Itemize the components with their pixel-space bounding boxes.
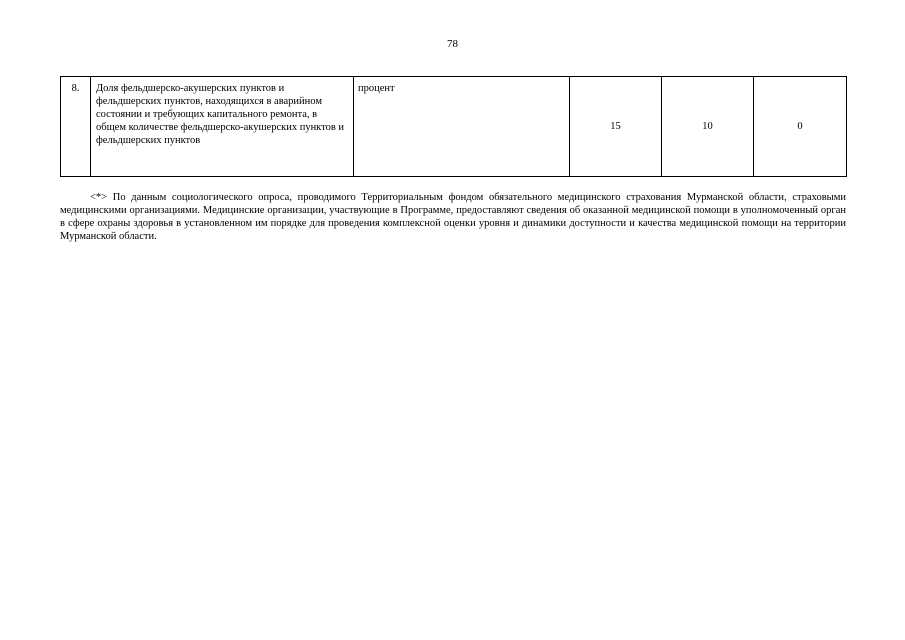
value-cell: 15 [570,77,662,177]
unit-of-measure: процент [354,77,570,177]
indicators-table [60,76,847,177]
footnote: <*> По данным социологического опроса, проводимого Территориальным фондом обязательного медицинского страхования Мурманской области, страховыми медицинскими организациями. Медицинские организации, участвующие в Программе, предоставляют сведения об оказанной медицинской помощи в уполномоченный орган в сфере охраны здоровья в установленном им порядке для проведения комплексной оценки уровня и динамики доступности и качества медицинской помощи на территории Мурманской области. [60,192,846,242]
value-cell: 0 [754,77,847,177]
value-cell: 10 [662,77,754,177]
table-row [61,77,847,177]
row-number: 8. [61,77,91,177]
indicator-name: Доля фельдшерско-акушерских пунктов и фельдшерских пунктов, находящихся в аварийном состоянии и требующих капитального ремонта, в общем количестве фельдшерско-акушерских пунктов и фельдшерских пунктов [91,77,354,177]
page-number: 78 [447,38,458,50]
